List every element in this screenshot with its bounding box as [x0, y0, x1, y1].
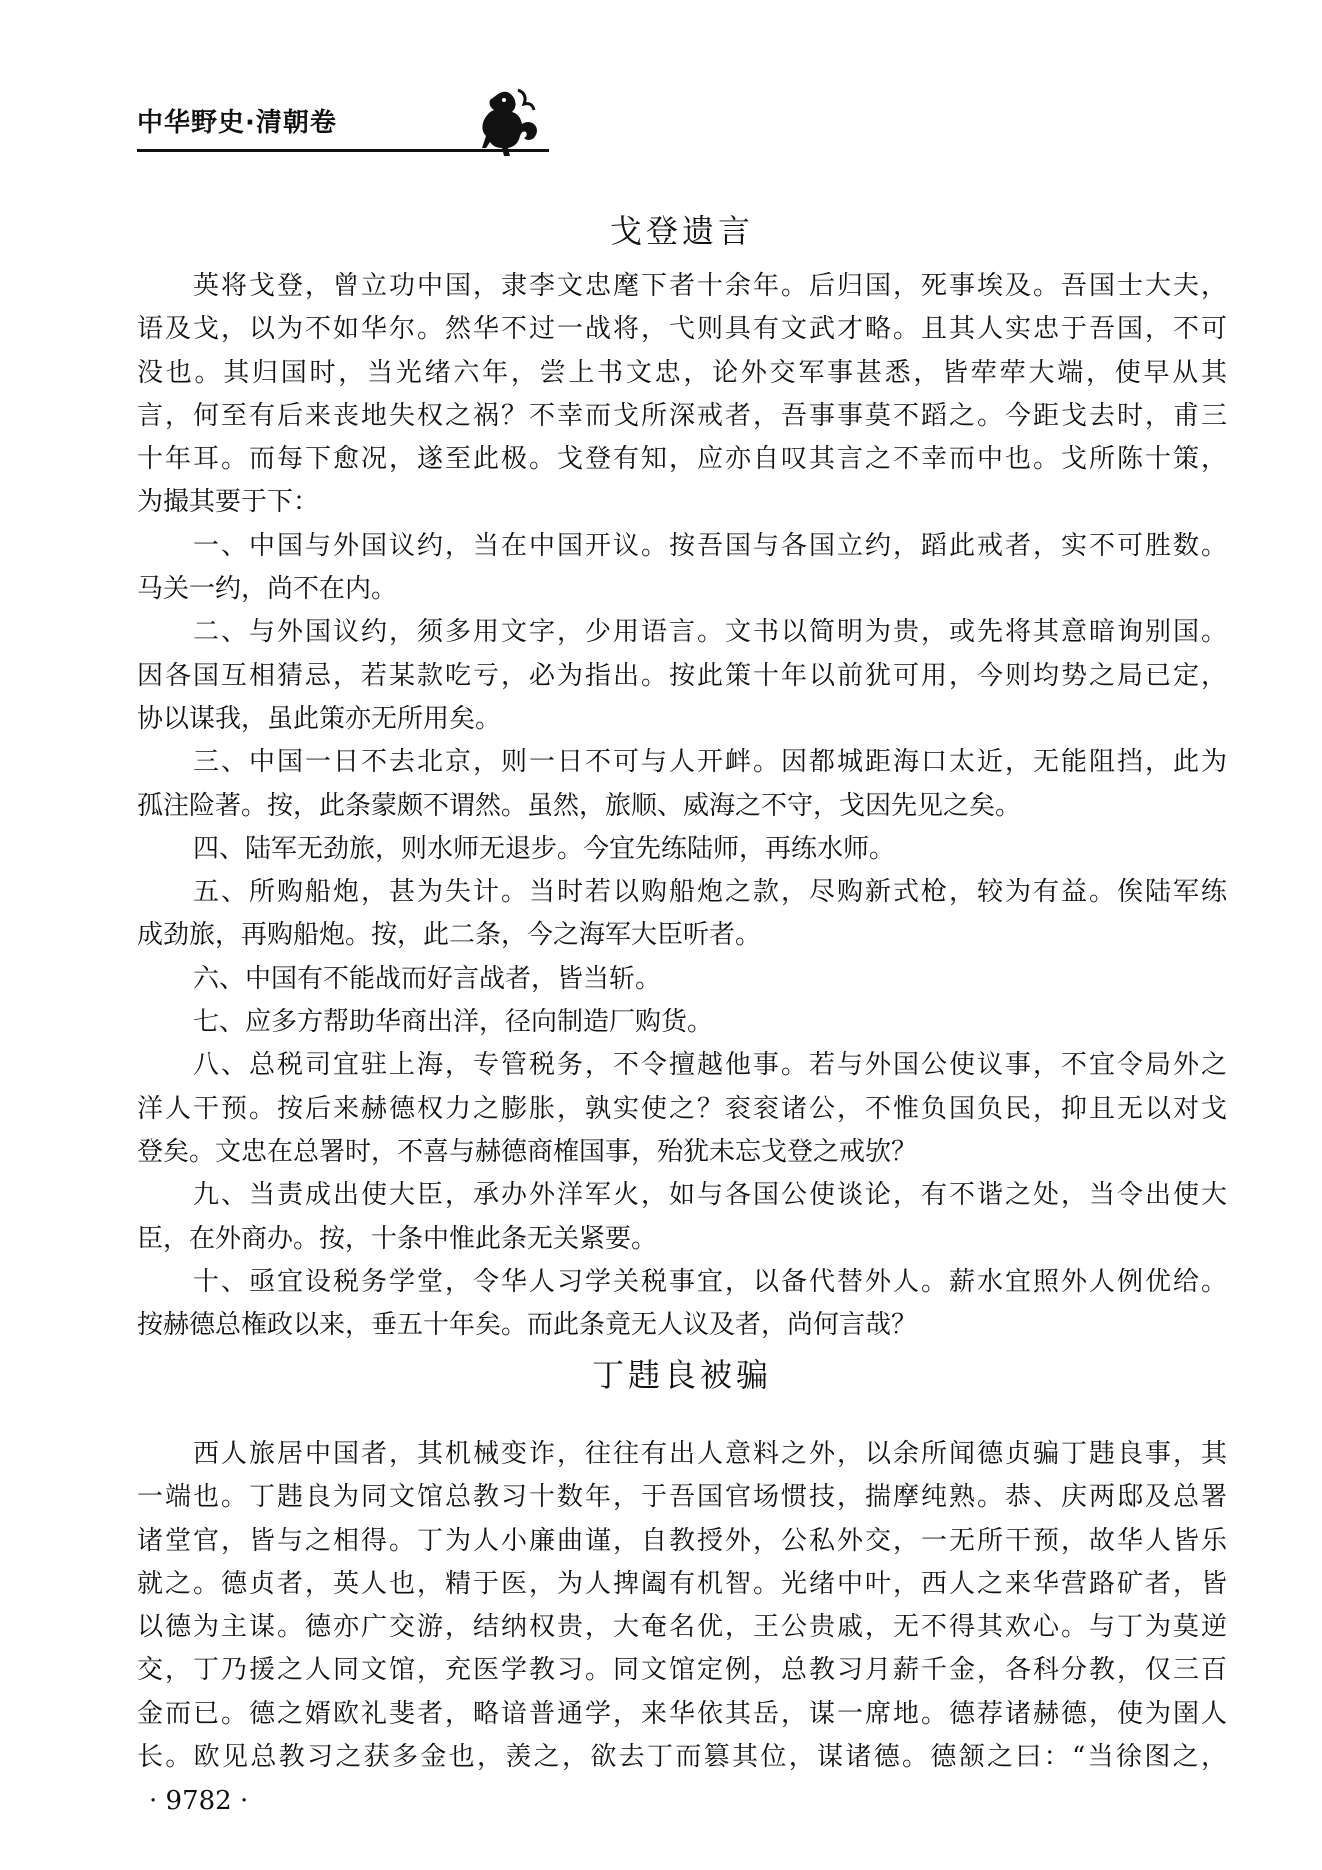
dragon-emblem-icon	[478, 86, 550, 156]
section-title: 戈登遗言	[609, 212, 754, 250]
text-line: 马关一约，尚不在内。	[137, 574, 398, 605]
text-line: 一、中国与外国议约，当在中国开议。按吾国与各国立约，蹈此戒者，实不可胜数。	[193, 530, 1227, 561]
text-line: 七、应多方帮助华商出洋，径向制造厂购货。	[193, 1007, 714, 1038]
text-line: 八、总税司宜驻上海，专管税务，不令擅越他事。若与外国公使议事，不宜令局外之	[193, 1050, 1227, 1081]
text-line: 九、当责成出使大臣，承办外洋军火，如与各国公使谈论，有不谐之处，当令出使大	[193, 1180, 1227, 1211]
text-line: 长。欧见总教习之获多金也，羡之，欲去丁而篡其位，谋诸德。德颔之曰：“当徐图之，	[137, 1742, 1227, 1773]
text-line: 四、陆军无劲旅，则水师无退步。今宜先练陆师，再练水师。	[193, 833, 896, 864]
text-line: 以德为主谋。德亦广交游，结纳权贵，大奄名优，王公贵戚，无不得其欢心。与丁为莫逆	[137, 1612, 1227, 1643]
text-line: 诸堂官，皆与之相得。丁为人小廉曲谨，自教授外，公私外交，一无所干预，故华人皆乐	[137, 1525, 1227, 1556]
text-line: 英将戈登，曾立功中国，隶李文忠麾下者十余年。后归国，死事埃及。吾国士大夫，	[193, 271, 1227, 301]
text-line: 为撮其要于下：	[137, 487, 320, 518]
section-body	[137, 265, 1227, 1347]
text-line: 三、中国一日不去北京，则一日不可与人开衅。因都城距海口太近，无能阻挡，此为	[193, 747, 1227, 778]
text-line: 洋人干预。按后来赫德权力之膨胀，孰实使之？衮衮诸公，不惟负国负民，抑且无以对戈	[137, 1093, 1227, 1124]
text-line: 孤注险著。按，此条蒙颇不谓然。虽然，旅顺、威海之不守，戈因先见之矣。	[137, 790, 1022, 821]
text-line: 成劲旅，再购船炮。按，此二条，今之海军大臣听者。	[137, 920, 762, 951]
header-rule	[137, 149, 549, 152]
text-line: 十、亟宜设税务学堂，令华人习学关税事宜，以备代替外人。薪水宜照外人例优给。	[193, 1266, 1227, 1297]
text-line: 金而已。德之婿欧礼斐者，略谙普通学，来华依其岳，谋一席地。德荐诸赫德，使为圉人	[137, 1698, 1227, 1729]
page-number: · 9782 ·	[149, 1786, 249, 1816]
text-line: 按赫德总権政以来，垂五十年矣。而此条竟无人议及者，尚何言哉？	[137, 1310, 918, 1341]
text-line: 交，丁乃援之人同文馆，充医学教习。同文馆定例，总教习月薪千金，各科分教，仅三百	[137, 1655, 1227, 1686]
text-line: 因各国互相猜忌，若某款吃亏，必为指出。按此策十年以前犹可用，今则均势之局已定，	[137, 660, 1227, 691]
text-line: 一端也。丁韪良为同文馆总教习十数年，于吾国官场惯技，揣摩纯熟。恭、庆两邸及总署	[137, 1482, 1227, 1513]
text-line: 西人旅居中国者，其机械变诈，往往有出人意料之外，以余所闻德贞骗丁韪良事，其	[193, 1439, 1227, 1469]
text-line: 协以谋我，虽此策亦无所用矣。	[137, 703, 502, 734]
text-line: 臣，在外商办。按，十条中惟此条无关紧要。	[137, 1223, 658, 1254]
section-body	[137, 1433, 1227, 1779]
text-line: 就之。德贞者，英人也，精于医，为人捭阖有机智。光绪中叶，西人之来华营路矿者，皆	[137, 1568, 1227, 1599]
text-line: 十年耳。而每下愈况，遂至此极。戈登有知，应亦自叹其言之不幸而中也。戈所陈十策，	[137, 444, 1227, 475]
text-line: 六、中国有不能战而好言战者，皆当斩。	[193, 963, 662, 994]
section-title: 丁韪良被骗	[591, 1356, 772, 1394]
text-line: 登矣。文忠在总署时，不喜与赫德商榷国事，殆犹未忘戈登之戒欤？	[137, 1136, 918, 1167]
running-header-title: 中华野史·清朝卷	[137, 108, 337, 138]
text-line: 没也。其归国时，当光绪六年，尝上书文忠，论外交军事甚悉，皆荦荦大端，使早从其	[137, 357, 1227, 388]
text-line: 言，何至有后来丧地失权之祸？不幸而戈所深戒者，吾事事莫不蹈之。今距戈去时，甫三	[137, 400, 1227, 431]
text-line: 五、所购船炮，甚为失计。当时若以购船炮之款，尽购新式枪，较为有益。俟陆军练	[193, 877, 1227, 908]
text-line: 语及戈，以为不如华尔。然华不过一战将，弋则具有文武才略。且其人实忠于吾国，不可	[137, 314, 1227, 345]
text-line: 二、与外国议约，须多用文字，少用语言。文书以简明为贵，或先将其意暗询别国。	[193, 617, 1227, 648]
